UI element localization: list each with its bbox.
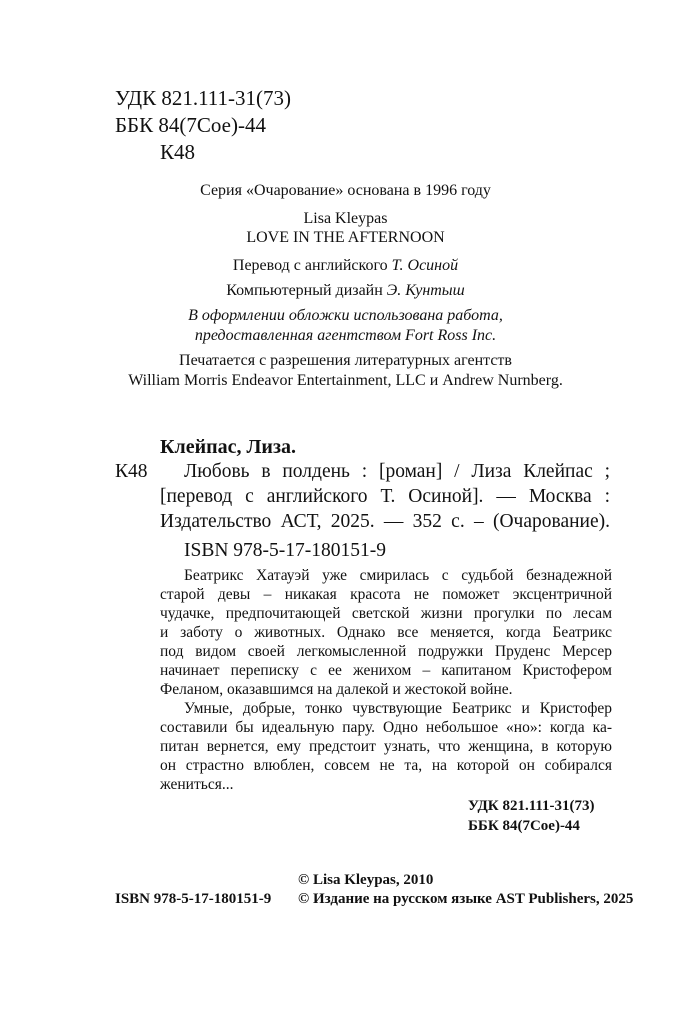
annotation-line: и заботу о животных. Однако все меняется, когда Беатрикс	[160, 624, 612, 641]
permission-line1: Печатается с разрешения литературных агентств	[179, 352, 512, 369]
annotation-line: Феланом, оказавшимся на далекой и жестокой войне.	[160, 681, 513, 698]
catalog-entry-line1: Любовь в полдень : [роман] / Лиза Клейпас ;	[184, 461, 610, 482]
original-author: Lisa Kleypas	[303, 210, 388, 227]
annotation-line: чудачке, предпочитающей светской жизни прогулки по лесам	[160, 605, 612, 622]
cover-credit-line1: В оформлении обложки использована работа,	[188, 307, 503, 324]
cover-credit-line2: предоставленная агентством Fort Ross Inc.	[194, 327, 497, 344]
translation-credit	[0, 257, 691, 275]
design-label: Компьютерный дизайн	[226, 282, 383, 299]
author-mark: К48	[160, 140, 196, 164]
design-credit	[0, 282, 691, 300]
series-note: Серия «Очарование» основана в 1996 году	[200, 182, 491, 199]
udk-code: УДК 821.111-31(73)	[115, 86, 291, 110]
catalog-entry-line3: Издательство АСТ, 2025. — 352 с. – (Очарование).	[160, 511, 610, 532]
footer-bbk-code: ББК 84(7Сое)-44	[468, 818, 580, 834]
footer-udk-code: УДК 821.111-31(73)	[468, 798, 595, 814]
permission-line2: William Morris Endeavor Entertainment, LLC и Andrew Nurnberg.	[128, 372, 563, 389]
annotation-line: составили бы идеальную пару. Одно небольшое «но»: когда ка-	[160, 719, 612, 736]
translator-name: Т. Осиной	[391, 257, 459, 274]
annotation-line: питан вернется, ему предстоит узнать, что женщина, в которую	[160, 738, 612, 755]
designer-name: Э. Кунтыш	[386, 282, 465, 299]
catalog-mark: К48	[115, 461, 148, 482]
copyright-isbn: ISBN 978-5-17-180151-9	[115, 891, 272, 907]
annotation-line: начинает переписку с ее женихом – капитаном Кристофером	[160, 662, 612, 679]
annotation-line: Умные, добрые, тонко чувствующие Беатрикс и Кристофер	[184, 700, 612, 717]
bbk-code: ББК 84(7Сое)-44	[115, 113, 266, 137]
copyright-edition: © Издание на русском языке AST Publishers, 2025	[298, 891, 634, 907]
catalog-entry-line2: [перевод с английского Т. Осиной]. — Москва :	[160, 486, 610, 507]
catalog-author-heading: Клейпас, Лиза.	[160, 436, 296, 458]
annotation-line: Беатрикс Хатауэй уже смирилась с судьбой безнадежной	[184, 567, 612, 584]
catalog-isbn: ISBN 978-5-17-180151-9	[184, 540, 387, 561]
annotation-line: старой девы – никакая красота не поможет эксцентричной	[160, 586, 612, 603]
annotation-line: жениться...	[160, 776, 234, 793]
annotation-line: под видом своей легкомысленной подружки Пруденс Мерсер	[160, 643, 612, 660]
translation-label: Перевод с английского	[232, 257, 388, 274]
annotation-line: он страстно влюблен, совсем не та, на которой он собирался	[160, 757, 612, 774]
copyright-original: © Lisa Kleypas, 2010	[298, 872, 434, 888]
original-title: LOVE IN THE AFTERNOON	[246, 229, 445, 246]
